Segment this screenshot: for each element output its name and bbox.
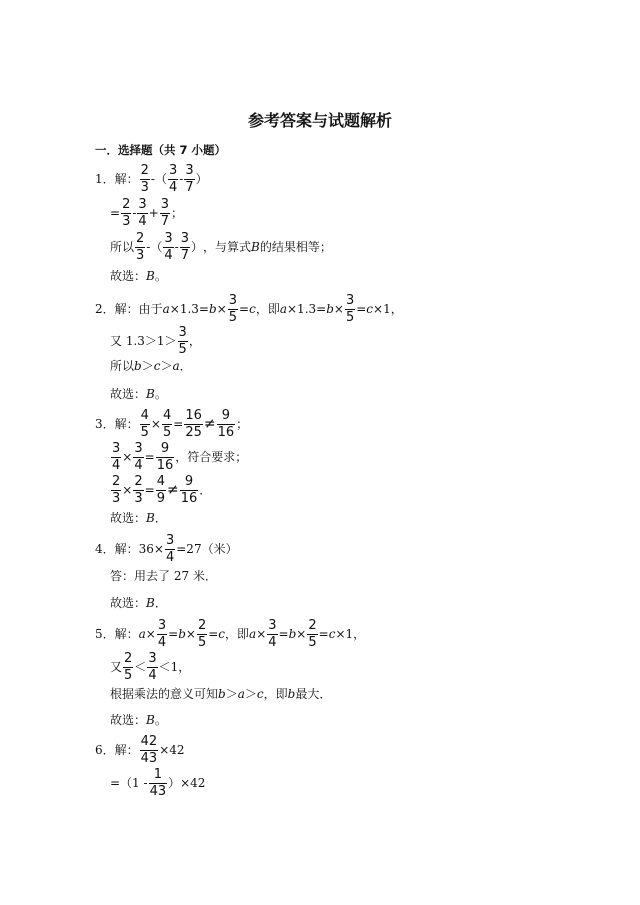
q4-line-1: 4．解：36× $\frac{3}{4}$ =27（米） [95,533,238,565]
fraction: $\frac{3}{4}$ [138,197,147,229]
fraction: $\frac{1}{43}$ [149,767,167,799]
fraction: $\frac{16}{25}$ [185,408,202,440]
fraction: $\frac{3}{7}$ [185,163,194,195]
q2-line-3: 所以 b ＞ c ＞ a ． [110,359,192,373]
fraction: $\frac{42}{43}$ [140,734,158,766]
fraction: $\frac{3}{4}$ [268,618,277,650]
q4-answer: 故选： B ． [110,596,167,610]
fraction: $\frac{3}{4}$ [164,231,173,263]
fraction: $\frac{3}{4}$ [112,441,121,473]
fraction: $\frac{2}{5}$ [197,618,207,650]
fraction: $\frac{4}{5}$ [162,408,172,440]
fraction: $\frac{9}{16}$ [180,474,198,506]
fraction: $\frac{9}{16}$ [156,441,174,473]
q1-line-3: 所以 $\frac{2}{3}$ - （ $\frac{3}{4}$ - $\frac{3}{7}$ ） ，与算式 B 的结果相等； [110,231,332,263]
q5-answer: 故选： B 。 [110,713,167,727]
q2-line-2: 又 1.3＞1＞ $\frac{3}{5}$ ， [110,325,201,357]
fraction: $\frac{3}{7}$ [160,197,170,229]
fraction: $\frac{4}{9}$ [156,474,165,506]
fraction: $\frac{3}{4}$ [148,651,157,683]
q6-line-1: 6．解： $\frac{42}{43}$ ×42 [95,734,185,766]
q5-line-2: 又 $\frac{2}{5}$ ＜ $\frac{3}{4}$ ＜1， [110,651,191,683]
q1-answer: 故选： B 。 [110,269,167,283]
fraction: $\frac{2}{3}$ [140,163,149,195]
q4-line-2: 答：用去了 27 米． [110,569,217,583]
fraction: $\frac{3}{4}$ [165,533,175,565]
q1-line-1: 1．解： $\frac{2}{3}$ - （ $\frac{3}{4}$ - $\frac{3}{7}$ ） [95,163,208,195]
q2-line-1: 2．解：由于 a ×1.3= b × $\frac{3}{5}$ = c ，即 a ×1.3= b × $\frac{3}{5}$ = c ×1， [95,293,403,325]
fraction: $\frac{3}{7}$ [180,231,189,263]
fraction: $\frac{3}{4}$ [134,441,143,473]
q1-line-2: = $\frac{2}{3}$ - $\frac{3}{4}$ + $\frac{3}{7}$ ； [110,197,184,229]
fraction: $\frac{3}{5}$ [228,293,238,325]
q6-line-2: =（1 - $\frac{1}{43}$ ）×42 [110,767,206,799]
section-heading: 一．选择题（共 7 小题） [95,143,227,157]
fraction: $\frac{3}{4}$ [157,618,167,650]
fraction: $\frac{2}{3}$ [112,474,121,506]
fraction: $\frac{3}{4}$ [169,163,178,195]
q5-line-1: 5．解： a × $\frac{3}{4}$ = b × $\frac{2}{5}$ = c ，即 a × $\frac{3}{4}$ = b × $\frac{2}{5}$ = c ×1， [95,618,366,650]
fraction: $\frac{9}{16}$ [217,408,235,440]
q2-answer: 故选： B 。 [110,387,167,401]
fraction: $\frac{2}{5}$ [308,618,317,650]
fraction: $\frac{2}{3}$ [134,474,143,506]
q3-line-1: 3．解： $\frac{4}{5}$ × $\frac{4}{5}$ = $\frac{16}{25}$ ≠ $\frac{9}{16}$ ； [95,408,249,440]
q3-line-3: $\frac{2}{3}$ × $\frac{2}{3}$ = $\frac{4}{9}$ ≠ $\frac{9}{16}$ ． [112,474,212,506]
q5-line-3: 根据乘法的意义可知 b ＞ a ＞ c ，即 b 最大． [110,687,332,701]
fraction: $\frac{3}{5}$ [178,325,187,357]
fraction: $\frac{2}{3}$ [136,231,145,263]
page-title: 参考答案与试题解析 [247,111,392,130]
q3-answer: 故选： B ． [110,511,167,525]
fraction: $\frac{4}{5}$ [140,408,149,440]
q3-line-2: $\frac{3}{4}$ × $\frac{3}{4}$ = $\frac{9}{16}$ ，符合要求； [112,441,248,473]
fraction: $\frac{3}{5}$ [345,293,355,325]
fraction: $\frac{2}{5}$ [124,651,133,683]
fraction: $\frac{2}{3}$ [122,197,131,229]
